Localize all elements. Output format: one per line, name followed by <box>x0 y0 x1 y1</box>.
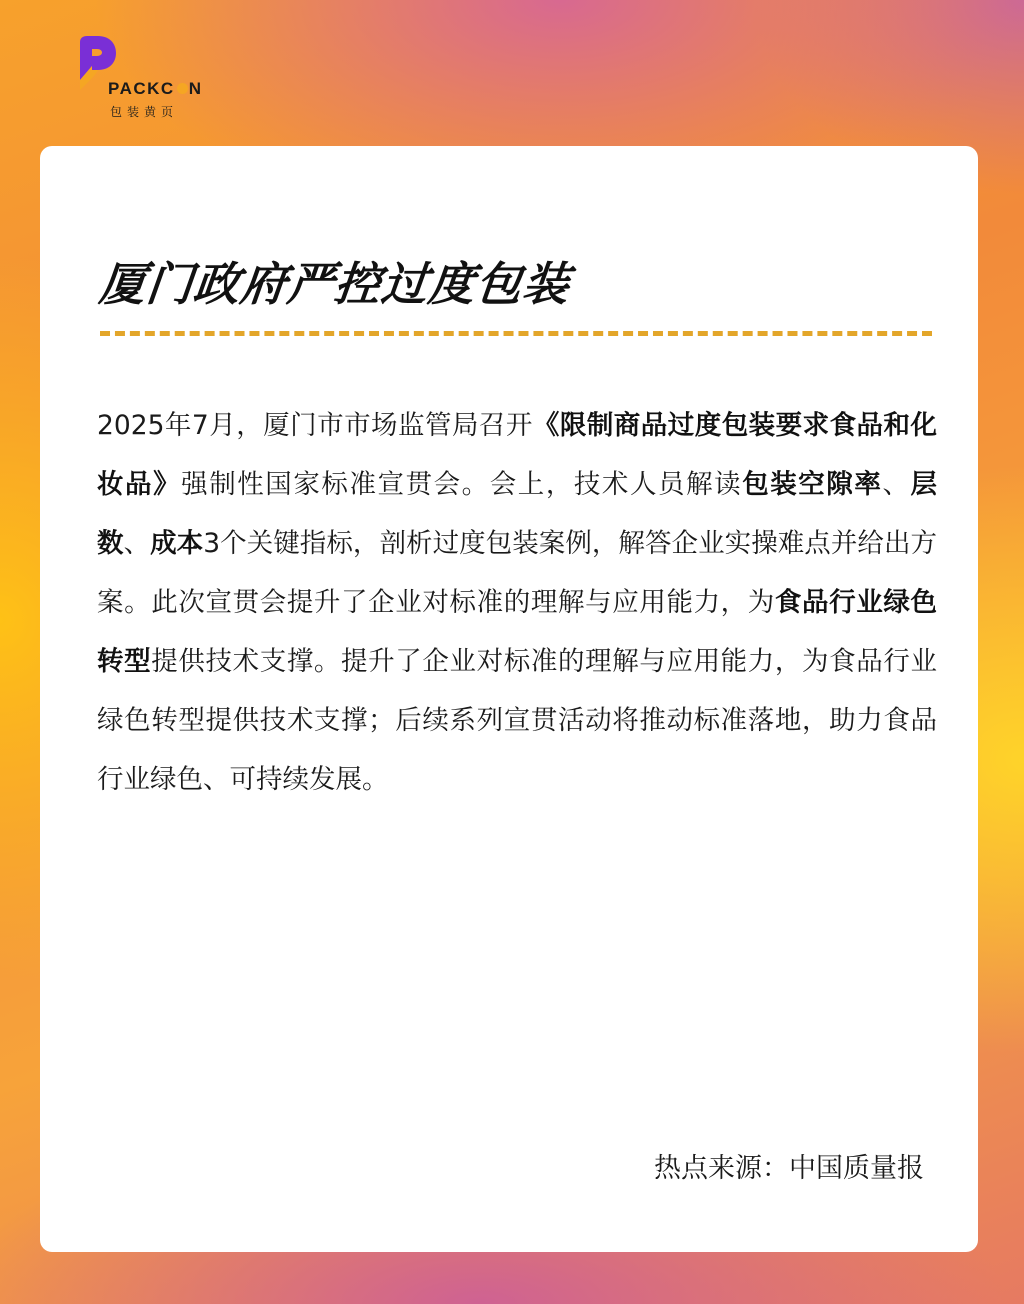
brand-name-suffix: N <box>188 79 203 98</box>
article-title: 厦门政府严控过度包装 <box>96 257 573 311</box>
brand-o-dot-icon <box>177 83 188 94</box>
brand-name-prefix: PACKC <box>108 79 175 98</box>
body-segment: 提供技术支撑。提升了企业对标准的理解与应用能力，为食品行业绿色转型提供技术支撑；后续系列宣贯活动将推动标准落地，助力食品行业绿色、可持续发展。 <box>97 646 938 795</box>
article-source: 热点来源：中国质量报 <box>654 1153 924 1184</box>
dashed-divider <box>100 331 932 336</box>
article-card <box>40 146 978 1252</box>
brand-subtitle: 包装黄页 <box>110 105 179 119</box>
body-segment-bold: 食品行业绿色转型 <box>97 587 938 677</box>
body-segment: 3个关键指标，剖析过度包装案例，解答企业实操难点并给出方案。此次宣贯会提升了企业对标准的理解与应用能力，为 <box>97 528 938 618</box>
article-body <box>97 396 937 809</box>
body-segment: 、 <box>882 469 911 500</box>
body-segment-bold: 层数 <box>97 469 938 559</box>
brand-wordmark <box>108 79 202 99</box>
packcon-logo <box>76 36 246 120</box>
body-segment-bold: 成本 <box>150 528 204 559</box>
body-segment: 2025年7月，厦门市市场监管局召开 <box>97 410 533 441</box>
body-segment-bold: 《限制商品过度包装要求食品和化妆品》 <box>97 410 937 500</box>
body-segment: 强制性国家标准宣贯会。会上，技术人员解读 <box>181 469 743 500</box>
body-segment-bold: 包装空隙率 <box>742 469 883 500</box>
body-segment: 、 <box>123 528 151 559</box>
